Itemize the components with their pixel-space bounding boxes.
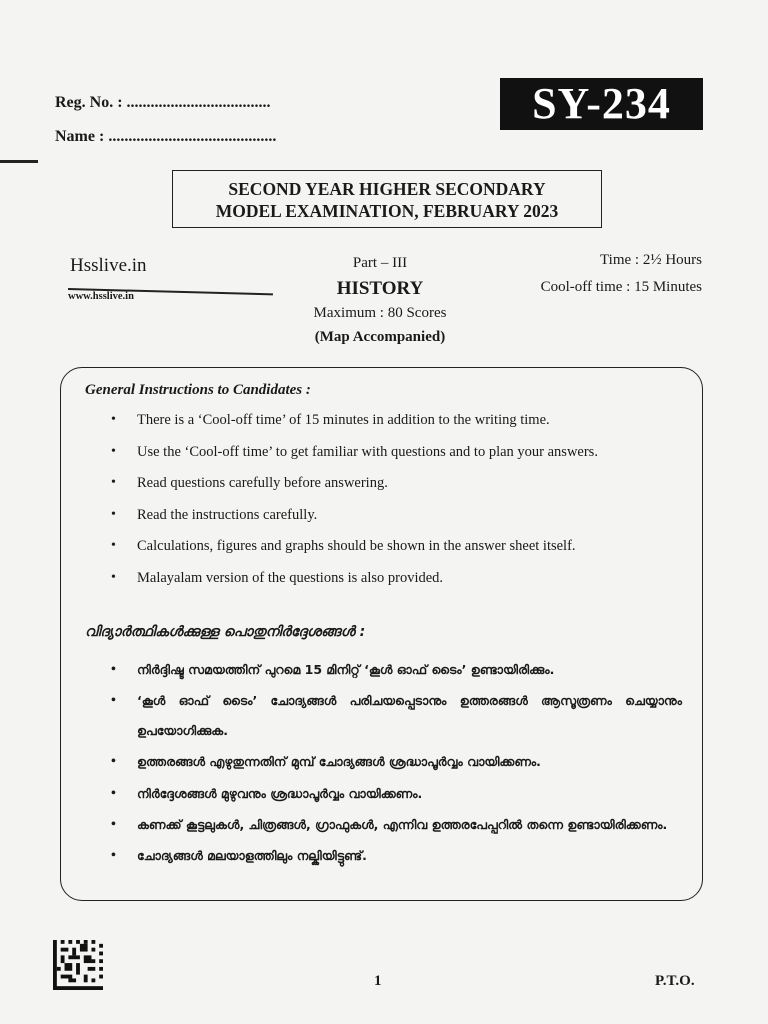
exam-title-box bbox=[172, 170, 602, 228]
bullet-icon: • bbox=[111, 412, 116, 427]
page-number: 1 bbox=[374, 973, 382, 989]
bullet-icon: • bbox=[111, 569, 116, 585]
malayalam-instructions-list bbox=[61, 654, 702, 872]
bullet-icon: • bbox=[111, 693, 116, 708]
malayalam-instruction-item: • നിർദ്ദേശങ്ങൾ മുഴുവനും ശ്രദ്ധാപൂർവ്വം വായിക്കണം. bbox=[61, 778, 702, 810]
malayalam-instructions-heading: വിദ്യാർത്ഥികൾക്കുള്ള പൊതുനിർദ്ദേശങ്ങൾ : bbox=[85, 624, 366, 640]
margin-mark bbox=[0, 160, 38, 163]
instructions-heading: General Instructions to Candidates : bbox=[85, 382, 311, 398]
bullet-icon: • bbox=[111, 538, 116, 553]
instructions-list bbox=[61, 410, 702, 599]
exam-title-line1: SECOND YEAR HIGHER SECONDARY bbox=[228, 179, 546, 199]
bullet-icon: • bbox=[111, 662, 116, 677]
bullet-icon: • bbox=[111, 817, 116, 832]
bullet-icon: • bbox=[111, 506, 116, 522]
paper-code: SY-234 bbox=[500, 78, 703, 130]
instruction-item: • Use the ‘Cool-off time’ to get familiar with questions and to plan your answers. bbox=[111, 443, 598, 460]
watermark-site-name: Hsslive.in bbox=[70, 255, 147, 276]
reg-no-field: Reg. No. : .................................... bbox=[55, 94, 271, 111]
instruction-item: • Read questions carefully before answering. bbox=[111, 475, 388, 491]
instruction-item: • Read the instructions carefully. bbox=[111, 506, 318, 523]
malayalam-instruction-item: • ഉത്തരങ്ങൾ എഴുതുന്നതിന് മുമ്പ് ചോദ്യങ്ങൾ ശ്രദ്ധാപൂർവ്വം വായിക്കണം. bbox=[61, 746, 702, 778]
instructions-box bbox=[60, 367, 703, 901]
exam-time: Time : 2½ Hours bbox=[600, 252, 702, 268]
bullet-icon: • bbox=[111, 754, 116, 769]
malayalam-instruction-item: • കണക്ക് കൂട്ടലുകൾ, ചിത്രങ്ങൾ, ഗ്രാഫുകൾ, എന്നിവ ഉത്തരപേപ്പറിൽ തന്നെ ഉണ്ടായിരിക്കണം. bbox=[61, 810, 702, 840]
exam-subject: HISTORY bbox=[336, 278, 424, 299]
instruction-item: • Malayalam version of the questions is also provided. bbox=[111, 569, 444, 586]
exam-part: Part – III bbox=[352, 255, 408, 271]
watermark-url: www.hsslive.in bbox=[68, 291, 134, 302]
bullet-icon: • bbox=[111, 786, 116, 801]
bullet-icon: • bbox=[111, 848, 116, 863]
bullet-icon: • bbox=[111, 443, 116, 459]
exam-title-line2: MODEL EXAMINATION, FEBRUARY 2023 bbox=[215, 201, 559, 221]
malayalam-instruction-item: • നിർദ്ദിഷ്ട സമയത്തിന് പുറമെ 15 മിനിറ്റ് ‘കൂൾ ഓഫ് ടൈം’ ഉണ്ടായിരിക്കും. bbox=[61, 654, 702, 686]
instruction-item: • There is a ‘Cool-off time’ of 15 minutes in addition to the writing time. bbox=[111, 412, 550, 428]
maximum-scores: Maximum : 80 Scores bbox=[313, 305, 447, 321]
map-note: (Map Accompanied) bbox=[314, 329, 446, 345]
datamatrix-code-icon bbox=[52, 940, 104, 990]
bullet-icon: • bbox=[111, 475, 116, 490]
instruction-item: • Calculations, figures and graphs should be shown in the answer sheet itself. bbox=[111, 538, 576, 554]
name-field: Name : .......................................... bbox=[55, 128, 277, 145]
cool-off-time: Cool-off time : 15 Minutes bbox=[540, 279, 702, 295]
malayalam-instruction-item: • ചോദ്യങ്ങൾ മലയാളത്തിലും നല്കിയിട്ടുണ്ട്. bbox=[61, 840, 702, 872]
malayalam-instruction-item: • ‘കൂൾ ഓഫ് ടൈം’ ചോദ്യങ്ങൾ പരിചയപ്പെടാനും ഉത്തരങ്ങൾ ആസൂത്രണം ചെയ്യാനും ഉപയോഗിക്കുക. bbox=[61, 686, 702, 746]
pto-label: P.T.O. bbox=[655, 973, 695, 989]
